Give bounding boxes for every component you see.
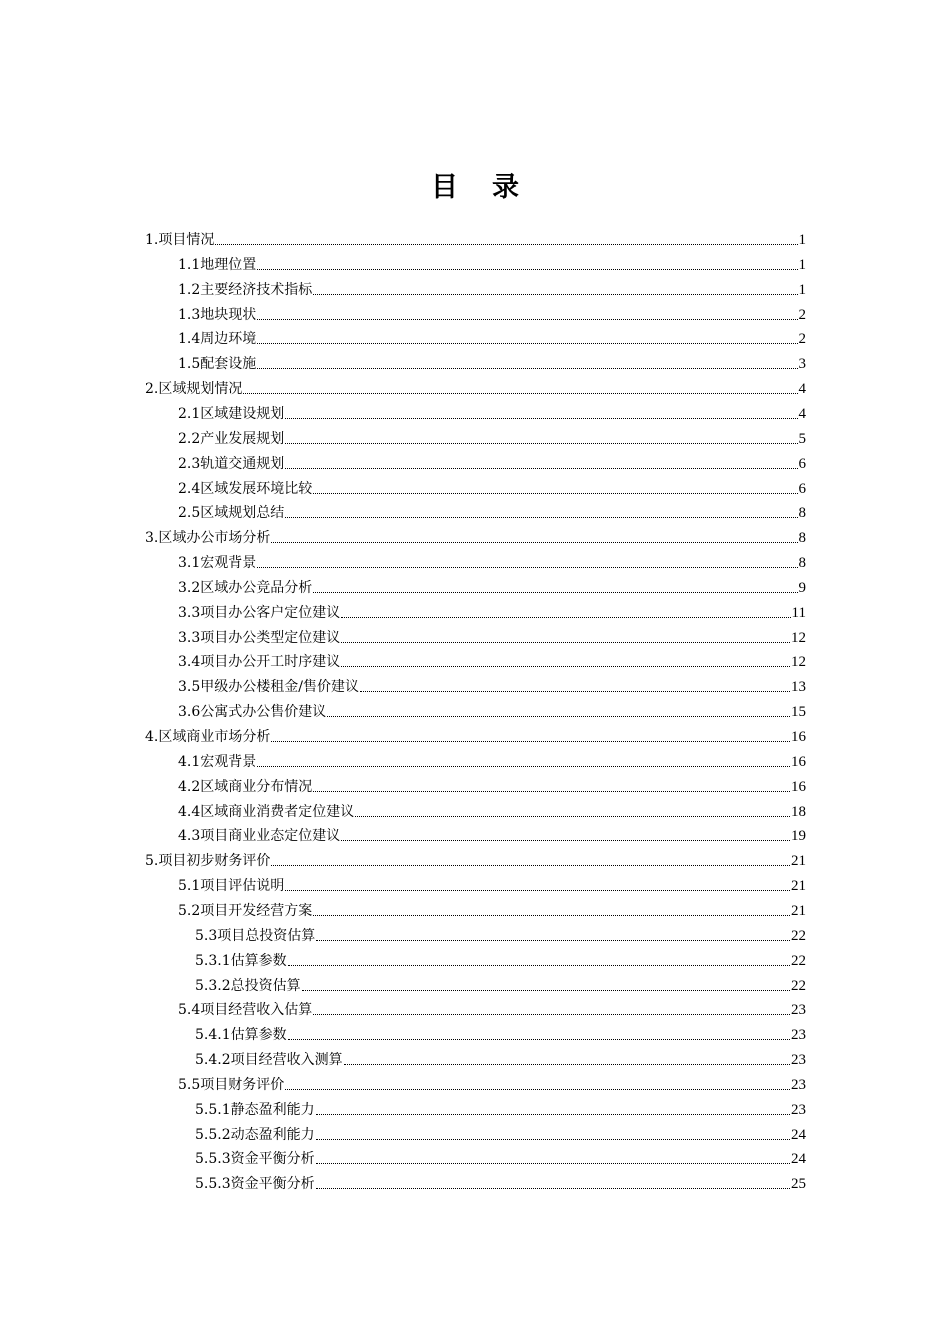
toc-entry-page-number: 12 <box>791 630 806 646</box>
toc-dot-leader <box>316 1162 790 1164</box>
toc-entry-page-number: 21 <box>791 853 806 869</box>
toc-entry[interactable] <box>178 872 806 896</box>
toc-entry[interactable] <box>195 922 806 946</box>
toc-dot-leader <box>316 939 790 941</box>
toc-dot-leader <box>285 516 797 518</box>
toc-entry[interactable] <box>178 1071 806 1095</box>
toc-entry[interactable] <box>178 325 806 349</box>
toc-entry-label: 5.4.2项目经营收入测算 <box>195 1052 343 1068</box>
toc-entry-label: 2.3轨道交通规划 <box>178 456 285 472</box>
toc-entry-page-number: 1 <box>798 232 806 248</box>
toc-entry-page-number: 16 <box>791 729 806 745</box>
toc-dot-leader <box>341 616 790 618</box>
toc-entry-label: 3.4项目办公开工时序建议 <box>178 654 341 670</box>
toc-entry-label: 2.5区域规划总结 <box>178 505 285 521</box>
toc-dot-leader <box>285 1088 790 1090</box>
toc-entry[interactable] <box>145 375 806 399</box>
toc-entry-page-number: 9 <box>798 580 806 596</box>
toc-entry[interactable] <box>195 1145 806 1169</box>
toc-entry-page-number: 23 <box>791 1077 806 1093</box>
toc-entry[interactable] <box>195 947 806 971</box>
toc-entry-label: 5.5项目财务评价 <box>178 1077 285 1093</box>
toc-entry-label: 1.1地理位置 <box>178 257 257 273</box>
toc-dot-leader <box>327 715 790 717</box>
toc-entry[interactable] <box>178 251 806 275</box>
toc-entry-label: 5.5.3资金平衡分析 <box>195 1151 315 1167</box>
toc-dot-leader <box>285 442 797 444</box>
toc-entry-page-number: 16 <box>791 779 806 795</box>
toc-entry-label: 2.1区域建设规划 <box>178 406 285 422</box>
toc-entry-page-number: 23 <box>791 1027 806 1043</box>
toc-entry[interactable] <box>178 897 806 921</box>
toc-entry-page-number: 21 <box>791 878 806 894</box>
toc-entry-label: 4.4区域商业消费者定位建议 <box>178 804 355 820</box>
toc-entry-label: 5.项目初步财务评价 <box>145 853 271 869</box>
toc-dot-leader <box>215 243 797 245</box>
toc-entry[interactable] <box>178 648 806 672</box>
toc-entry-label: 2.区域规划情况 <box>145 381 243 397</box>
toc-dot-leader <box>313 914 790 916</box>
toc-entry-label: 5.4.1估算参数 <box>195 1027 287 1043</box>
toc-entry-label: 4.区域商业市场分析 <box>145 729 271 745</box>
toc-entry[interactable] <box>145 524 806 548</box>
toc-dot-leader <box>285 417 797 419</box>
toc-entry-label: 5.5.1静态盈利能力 <box>195 1102 315 1118</box>
toc-dot-leader <box>313 1013 790 1015</box>
toc-entry-page-number: 24 <box>791 1151 806 1167</box>
toc-entry-page-number: 6 <box>798 481 806 497</box>
toc-entry[interactable] <box>178 698 806 722</box>
toc-entry-page-number: 8 <box>798 505 806 521</box>
toc-dot-leader <box>313 492 797 494</box>
toc-entry-page-number: 18 <box>791 804 806 820</box>
toc-entry-page-number: 23 <box>791 1002 806 1018</box>
toc-dot-leader <box>313 293 797 295</box>
toc-entry-label: 1.4周边环境 <box>178 331 257 347</box>
toc-dot-leader <box>271 740 790 742</box>
toc-entry[interactable] <box>195 1170 806 1194</box>
toc-entry-page-number: 23 <box>791 1102 806 1118</box>
toc-dot-leader <box>257 342 797 344</box>
toc-entry-page-number: 4 <box>798 406 806 422</box>
toc-entry-label: 5.2项目开发经营方案 <box>178 903 313 919</box>
toc-entry-page-number: 15 <box>791 704 806 720</box>
toc-dot-leader <box>257 268 797 270</box>
toc-dot-leader <box>360 690 790 692</box>
toc-entry-page-number: 2 <box>798 331 806 347</box>
toc-entry-page-number: 4 <box>798 381 806 397</box>
toc-dot-leader <box>341 839 790 841</box>
toc-entry[interactable] <box>195 1121 806 1145</box>
toc-entry[interactable] <box>178 798 806 822</box>
toc-dot-leader <box>257 566 797 568</box>
toc-entry[interactable] <box>178 475 806 499</box>
toc-entry[interactable] <box>178 773 806 797</box>
toc-entry-label: 3.区域办公市场分析 <box>145 530 271 546</box>
toc-entry[interactable] <box>178 996 806 1020</box>
toc-title-char-1: 目 <box>431 172 458 203</box>
toc-title-char-2: 录 <box>492 172 519 203</box>
toc-entry-label: 4.3项目商业业态定位建议 <box>178 828 341 844</box>
toc-entry[interactable] <box>145 723 806 747</box>
toc-entry[interactable] <box>195 1046 806 1070</box>
toc-dot-leader <box>271 864 790 866</box>
toc-entry-label: 5.4项目经营收入估算 <box>178 1002 313 1018</box>
toc-entry-label: 2.4区域发展环境比较 <box>178 481 313 497</box>
toc-entry[interactable] <box>178 574 806 598</box>
toc-entry[interactable] <box>178 350 806 374</box>
toc-entry-label: 5.5.3资金平衡分析 <box>195 1176 315 1192</box>
toc-entry-label: 3.2区域办公竞品分析 <box>178 580 313 596</box>
toc-entry[interactable] <box>178 450 806 474</box>
toc-entry-label: 4.2区域商业分布情况 <box>178 779 313 795</box>
toc-entry-label: 3.1宏观背景 <box>178 555 257 571</box>
toc-entry[interactable] <box>178 400 806 424</box>
toc-entry[interactable] <box>178 425 806 449</box>
toc-entry-page-number: 23 <box>791 1052 806 1068</box>
toc-entry-page-number: 22 <box>791 928 806 944</box>
toc-dot-leader <box>316 1113 790 1115</box>
toc-dot-leader <box>313 790 790 792</box>
toc-entry-label: 2.2产业发展规划 <box>178 431 285 447</box>
toc-dot-leader <box>344 1063 790 1065</box>
toc-dot-leader <box>316 1138 790 1140</box>
toc-entry[interactable] <box>178 499 806 523</box>
toc-entry[interactable] <box>178 673 806 697</box>
toc-entry-page-number: 25 <box>791 1176 806 1192</box>
toc-dot-leader <box>288 1038 790 1040</box>
toc-entry-page-number: 6 <box>798 456 806 472</box>
toc-entry-page-number: 11 <box>791 605 806 621</box>
toc-dot-leader <box>257 765 790 767</box>
toc-entry-page-number: 5 <box>798 431 806 447</box>
toc-entry-label: 5.1项目评估说明 <box>178 878 285 894</box>
toc-dot-leader <box>355 815 790 817</box>
toc-dot-leader <box>271 541 797 543</box>
toc-entry-label: 1.3地块现状 <box>178 307 257 323</box>
toc-entry[interactable] <box>178 599 806 623</box>
toc-entry[interactable] <box>178 276 806 300</box>
toc-entry-label: 1.项目情况 <box>145 232 215 248</box>
toc-dot-leader <box>288 964 790 966</box>
toc-entry-page-number: 13 <box>791 679 806 695</box>
toc-entry[interactable] <box>178 822 806 846</box>
toc-entry[interactable] <box>195 972 806 996</box>
toc-entry-label: 5.3项目总投资估算 <box>195 928 316 944</box>
toc-title <box>0 168 950 208</box>
toc-dot-leader <box>341 641 790 643</box>
toc-dot-leader <box>285 467 797 469</box>
toc-entry-label: 1.5配套设施 <box>178 356 257 372</box>
toc-entry-page-number: 2 <box>798 307 806 323</box>
toc-dot-leader <box>257 367 797 369</box>
toc-entry-page-number: 3 <box>798 356 806 372</box>
toc-entry-label: 5.3.1估算参数 <box>195 953 287 969</box>
toc-dot-leader <box>243 392 797 394</box>
toc-entry-page-number: 12 <box>791 654 806 670</box>
toc-entry[interactable] <box>178 549 806 573</box>
toc-entry-label: 3.3项目办公客户定位建议 <box>178 605 341 621</box>
toc-entry[interactable] <box>195 1021 806 1045</box>
toc-entry-label: 5.5.2动态盈利能力 <box>195 1127 315 1143</box>
toc-entry-page-number: 19 <box>791 828 806 844</box>
toc-dot-leader <box>341 665 790 667</box>
toc-dot-leader <box>257 318 797 320</box>
toc-entry-page-number: 22 <box>791 953 806 969</box>
toc-entry[interactable] <box>178 624 806 648</box>
toc-entry-label: 3.3项目办公类型定位建议 <box>178 630 341 646</box>
toc-entry-page-number: 24 <box>791 1127 806 1143</box>
toc-entry[interactable] <box>195 1096 806 1120</box>
toc-entry-label: 4.1宏观背景 <box>178 754 257 770</box>
toc-entry-label: 3.6公寓式办公售价建议 <box>178 704 327 720</box>
toc-dot-leader <box>313 591 797 593</box>
toc-dot-leader <box>285 889 790 891</box>
toc-entry-page-number: 21 <box>791 903 806 919</box>
toc-entry[interactable] <box>178 301 806 325</box>
toc-entry-page-number: 8 <box>798 530 806 546</box>
toc-entry[interactable] <box>178 748 806 772</box>
toc-entry-page-number: 22 <box>791 978 806 994</box>
toc-entry[interactable] <box>145 847 806 871</box>
toc-entry[interactable] <box>145 226 806 250</box>
toc-entry-page-number: 1 <box>798 257 806 273</box>
toc-entry-page-number: 1 <box>798 282 806 298</box>
toc-dot-leader <box>316 1187 790 1189</box>
toc-entry-label: 3.5甲级办公楼租金/售价建议 <box>178 679 359 695</box>
toc-entry-page-number: 16 <box>791 754 806 770</box>
toc-entry-page-number: 8 <box>798 555 806 571</box>
toc-dot-leader <box>302 989 790 991</box>
toc-entry-label: 1.2主要经济技术指标 <box>178 282 313 298</box>
toc-entry-label: 5.3.2总投资估算 <box>195 978 301 994</box>
